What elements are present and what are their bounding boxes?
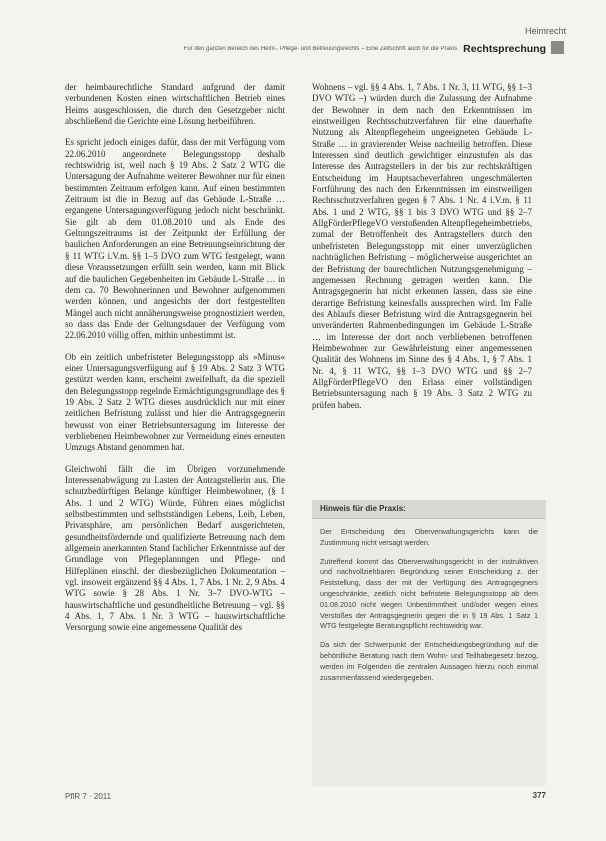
body-paragraph: der heimbaurechtliche Standard aufgrund der damit verbundenen Kosten einen wirtschaftlichen Betrieb eines Heims ausgeschlossen, die durch den Gesetzgeber nicht abschließend die Gerichte eine Lösung herbeiführen. — [65, 82, 285, 127]
header-marker-block — [551, 41, 564, 54]
body-paragraph: Wohnens – vgl. §§ 4 Abs. 1, 7 Abs. 1 Nr. 3, 11 WTG, §§ 1–3 DVO WTG –) würden durch die Zulassung der Aufnahme der Bewohner in dem nach den Erkenntnissen im einstweiligen Rechtsschutzverfahren für eine dauerhafte Nutzung als Altenpflegeheim ungeeigneten Gebäude L-Straße … in gravierender Weise nachteilig betroffen. Diese Interessen sind deutlich gewichtiger einzustufen als das Interesse des Antragstellers in der bis zur rechtskräftigen Entscheidung im Hauptsacheverfahren ungeschmälerten Fortführung des nach den Erkenntnissen im einstweiligen Rechtsschutzverfahren gegen § 7 Abs. 1 Nr. 4 i.V.m. § 11 Abs. 1 und 2 WTG, §§ 1 bis 3 DVO WTG und §§ 2–7 AllgFörderPflegeVO verstoßenden Altenpflegeheimbetriebs, zumal der Betroffenheit des Antragstellers durch den unbefristeten Belegungsstopp mit einer unverzüglichen nachträglichen Befristung – möglicherweise ausgerichtet an der Befristung der baurechtlichen Nutzungsgenehmigung – angemessen Rechnung getragen werden kann. Die Antragsgegnerin hat nicht erkennen lassen, dass sie eine derartige Befristung keinesfalls aussprechen wird. Im Falle des Ablaufs dieser Befristung wird die Antragsgegnerin bei unveränderten Rahmenbedingungen im Gebäude L-Straße … im Interesse der dort noch verbliebenen betroffenen Heimbewohner zur Gewährleistung einer angemessenen Qualität des Wohnens im Sinne des § 4 Abs. 1, § 7 Abs. 1 Nr. 4, § 11 WTG, §§ 1–3 DVO WTG und §§ 2–7 AllgFörderPflegeVO den Erlass einer vollständigen Betriebsuntersagung nach § 19 Abs. 3 Satz 2 WTG zu prüfen haben. — [312, 82, 532, 410]
practice-note-paragraph: Der Entscheidung des Oberverwaltungsgerichts kann die Zustimmung nicht versagt werden. — [320, 527, 538, 547]
body-paragraph: Gleichwohl fällt die im Übrigen vorzunehmende Interessenabwägung zu Lasten der Antragstellerin aus. Die schutzbedürftigen Belange künftiger Heimbewohner, (§ 1 Abs. 1 und 2 WTG) Würde, Führen eines möglichst selbstbestimmten und selbstständigen Lebens, Leib, Leben, Privatsphäre, am persönlichen Bedarf ausgerichteten, gesundheitsfördernde und qualifizierte Betreuung nach dem allgemein anerkannten Stand fachlicher Erkenntnisse auf der Grundlage von Pflegeplanungen und Pflege- und Hilfeplänen einschl. der diesbezüglichen Dokumentation – vgl. insoweit ergänzend §§ 4 Abs. 1, 7 Abs. 1 Nr. 2, 9 Abs. 4 WTG sowie § 28 Abs. 1 Nr. 3–7 DVO-WTG – hauswirtschaftliche und gesundheitliche Betreuung – vgl. §§ 4 Abs. 1, 7 Abs. 1 Nr. 3 WTG – hauswirtschaftliche Versorgung sowie eine angemessene Qualität des — [65, 463, 285, 633]
practice-note-title: Hinweis für die Praxis: — [312, 500, 546, 519]
body-paragraph: Es spricht jedoch einiges dafür, dass der mit Verfügung vom 22.06.2010 angeordnete Belegungsstopp deshalb rechtswidrig ist, weil nach § 19 Abs. 2 Satz 2 WTG die Untersagung der Aufnahme weiterer Bewohner nur für einen bestimmten Zeitraum erfolgen kann. Auf einen bestimmten Zeitraum ist die in Bezug auf das Gebäude L-Straße … ergangene Untersagungsverfügung jedoch nicht beschränkt. Sie gilt ab dem 01.08.2010 und als Ende des Geltungszeitraums ist der Zeitpunkt der Erfüllung der baulichen Anforderungen an eine Betreuungseinrichtung der § 11 WTG i.V.m. §§ 1–5 DVO zum WTG festgelegt, wann diese Voraussetzungen erfüllt sein werden, kann mit Blick auf die baulichen Gegebenheiten im Gebäude L-Straße … in dem ca. 70 Bewohnerinnen und Bewohner aufgenommen werden können, und angesichts der dort festgestellten Mängel auch nicht annäherungsweise prognostiziert werden, so dass das Ende der Geltungsdauer der Verfügung vom 22.06.2010 völlig offen, mithin unbestimmt ist. — [65, 137, 285, 341]
page-number: 377 — [532, 791, 546, 800]
body-paragraph: Ob ein zeitlich unbefristeter Belegungsstopp als »Minus« einer Untersagungsverfügung auf § 19 Abs. 2 Satz 3 WTG gestützt werden kann, erscheint zweifelhaft, da die speziell den Belegungsstopp regelnde Ermächtigungsgrundlage des § 19 Abs. 2 Satz 2 WTG dieses ausdrücklich nur mit einer zeitlichen Befristung zulässt und hier die Antragsgegnerin bewusst von einer Betriebsuntersagung im Interesse der verbliebenen Heimbewohner zur Vermeidung eines erneuten Umzugs Abstand genommen hat. — [65, 351, 285, 453]
journal-section-label: Heimrecht — [524, 26, 566, 36]
header-subtitle: Für den ganzen Bereich des Heim-, Pflege- und Betreuungsrechts – Eine Zeitschrift auch für die Praxis — [183, 46, 458, 52]
right-text-column — [312, 82, 532, 421]
running-header — [118, 42, 546, 56]
practice-note-body — [312, 519, 546, 683]
practice-note-paragraph: Da sich der Schwerpunkt der Entscheidungsbegründung auf die behördliche Beratung nach dem Wohn- und Teilhabegesetz bezog, werden im Folgenden die zentralen Aussagen hierzu noch einmal zusammenfassend wiedergegeben. — [320, 640, 538, 682]
practice-note-box — [312, 500, 546, 786]
practice-note-paragraph: Zutreffend kommt das Oberverwaltungsgericht in der instruktiven und nachvollziehbaren Begründung seiner Entscheidung z. der Feststellung, dass der mit der Verfügung des Antragsgegners ungeschränkte, zeitlich nicht befristete Belegungsstopp ab dem 01.08.2010 nicht wegen Unbestimmtheit und/oder wegen eines Verstoßes der Antragsgegnerin gegen die in § 19 Abs. 1 Satz 1 WTG festgelegte Beratungspflicht rechtswidrig war. — [320, 556, 538, 631]
section-title: Rechtsprechung — [463, 43, 546, 55]
left-text-column — [65, 82, 285, 644]
issue-label: PflR 7 · 2011 — [65, 792, 112, 801]
